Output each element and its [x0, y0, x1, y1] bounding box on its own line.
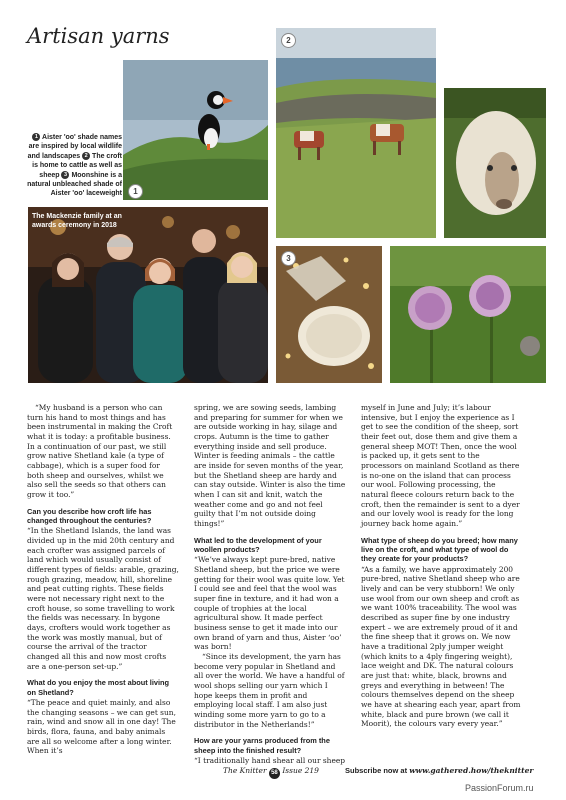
footer-magazine-info: [223, 766, 319, 779]
puffin-photo: [123, 60, 268, 200]
article-column-3: [361, 403, 521, 729]
page-number: 58: [269, 768, 280, 779]
question-heading: What led to the development of your woollen products?: [194, 535, 322, 554]
body-paragraph: “My husband is a person who can turn his hand to most things and has been instrumental in making the Croft what it is today: a profitable business. In a continuation of our past, we still grow native Shetland kale (a type of cabbage), which is a super food for both sheep and ourselves, whilst we also sell the seeds so that others can grow it too.”: [27, 403, 173, 499]
caption-text: Aister 'oo' shade names are inspired by local wildlife and landscapes: [27, 134, 122, 160]
watermark: PassionForum.ru: [465, 783, 534, 793]
footer-subscribe: [345, 766, 533, 775]
body-paragraph: spring, we are sowing seeds, lambing and preparing for summer for when we are outside working in hay, silage and crops. Autumn is the time to gather everything inside and sell produce. Winter is feeding animals – the cattle are inside for seven months of the year, but the Shetland sheep are hardy and can stay outside. Winter is also the time when I can sit and knit, watch the weather come and go and not feel guilty that I’m not outside doing things!”: [194, 403, 346, 528]
subscribe-text: Subscribe now at: [345, 766, 408, 775]
body-paragraph: “As a family, we have approximately 200 pure-bred, native Shetland sheep who are lively and can be very stubborn! We only use wool from our own sheep and croft as we want 100% traceability. The wool was described as super fine by one industry expert – we are extremely proud of it and the fine sheep that it grows on. We now have a traditional 2ply jumper weight (which knits to a 4ply fingering weight), lace weight and DK. The natural colours are just that: white, black, browns and greys and everything in between! The colours themselves depend on the sheep we have at shearing each year, apart from white, black and pure brown (we call it Moorit), the colours vary every year.”: [361, 564, 521, 729]
question-heading: What do you enjoy the most about living on Shetland?: [27, 678, 170, 697]
photo-captions: [27, 133, 122, 199]
croft-landscape-photo: [276, 28, 436, 238]
article-column-1: [27, 403, 179, 756]
body-paragraph: “We’ve always kept pure-bred, native Shetland sheep, but the price we were getting for their wool was quite low. Yet I could see and feel that the wool was super fine in texture, and it had won a couple of trophies at the local agricultural show. It made perfect business sense to get it made into our own brand of yarn and thus, Aister ‘oo’ was born!: [194, 555, 345, 652]
family-photo-caption: The Mackenzie family at an awards ceremony in 2018: [32, 213, 122, 229]
yarn-photo: [276, 246, 382, 383]
caption-number: 1: [32, 133, 40, 141]
photo-number-badge: 2: [281, 33, 296, 48]
issue-number: Issue 219: [282, 766, 319, 775]
wildflower-photo: [390, 246, 546, 383]
body-paragraph: “I traditionally hand shear all our sheep: [194, 755, 346, 765]
photo-number-badge: 1: [128, 184, 143, 199]
body-paragraph: “The peace and quiet mainly, and also the changing seasons – we can get sun, rain, wind and snow all in one day! The birds, flora, fauna, and baby animals are all so welcome after a long winter. When it’s: [27, 698, 176, 756]
body-paragraph: “In the Shetland Islands, the land was divided up in the mid 20th century and each crofter was assigned parcels of land which would usually consist of different types of fields: arable, grazing, rough grazing, meadow, hill, shoreline and peat cutting rights. These fields were not necessary right next to the croft house, so some travelling to work the fields was necessary. In bygone days, crofters would work together as the work was mostly manual, but of course the arrival of the tractor changed all this and now most crofts are a one-person set-up.”: [27, 526, 179, 671]
sheep-face-photo: [444, 88, 546, 238]
body-paragraph: myself in June and July; it’s labour intensive, but I enjoy the experience as I get to see the condition of the sheep, sort their feet out, dose them and give them a general sheep MOT! Then, once the wool is packed up, it gets sent to the processors on mainland Scotland as there is no-one on the island that can process our wool. Following processing, the natural fleece colours return back to the croft, then the remainder is sent to a dyer and our lovely wool is ready for the long journey back home again.”: [361, 403, 520, 528]
photo-number-badge: 3: [281, 251, 296, 266]
caption-text: Moonshine is a natural unbleached shade of Aister 'oo' laceweight: [27, 171, 122, 198]
page-title: Artisan yarns: [27, 24, 170, 48]
question-heading: Can you describe how croft life has changed throughout the centuries?: [27, 506, 152, 525]
caption-number: 3: [61, 171, 69, 179]
body-paragraph: “Since its development, the yarn has become very popular in Shetland and all over the world. We have a handful of wool shops selling our yarn which I hope keeps them in profit and employing local staff. I am also just winding some more yarn to go to a distributor in the Netherlands!”: [194, 651, 345, 729]
question-heading: How are your yarns produced from the sheep into the finished result?: [194, 736, 330, 755]
question-heading: What type of sheep do you breed; how many live on the croft, and what type of wool do they create for your products?: [361, 535, 518, 564]
caption-number: 2: [82, 152, 90, 160]
subscribe-url[interactable]: www.gathered.how/theknitter: [409, 766, 534, 775]
magazine-name: The Knitter: [223, 766, 267, 775]
article-column-2: [194, 403, 346, 766]
caption-text: The croft is home to cattle as well as sheep: [32, 152, 122, 179]
family-photo: [28, 207, 268, 383]
